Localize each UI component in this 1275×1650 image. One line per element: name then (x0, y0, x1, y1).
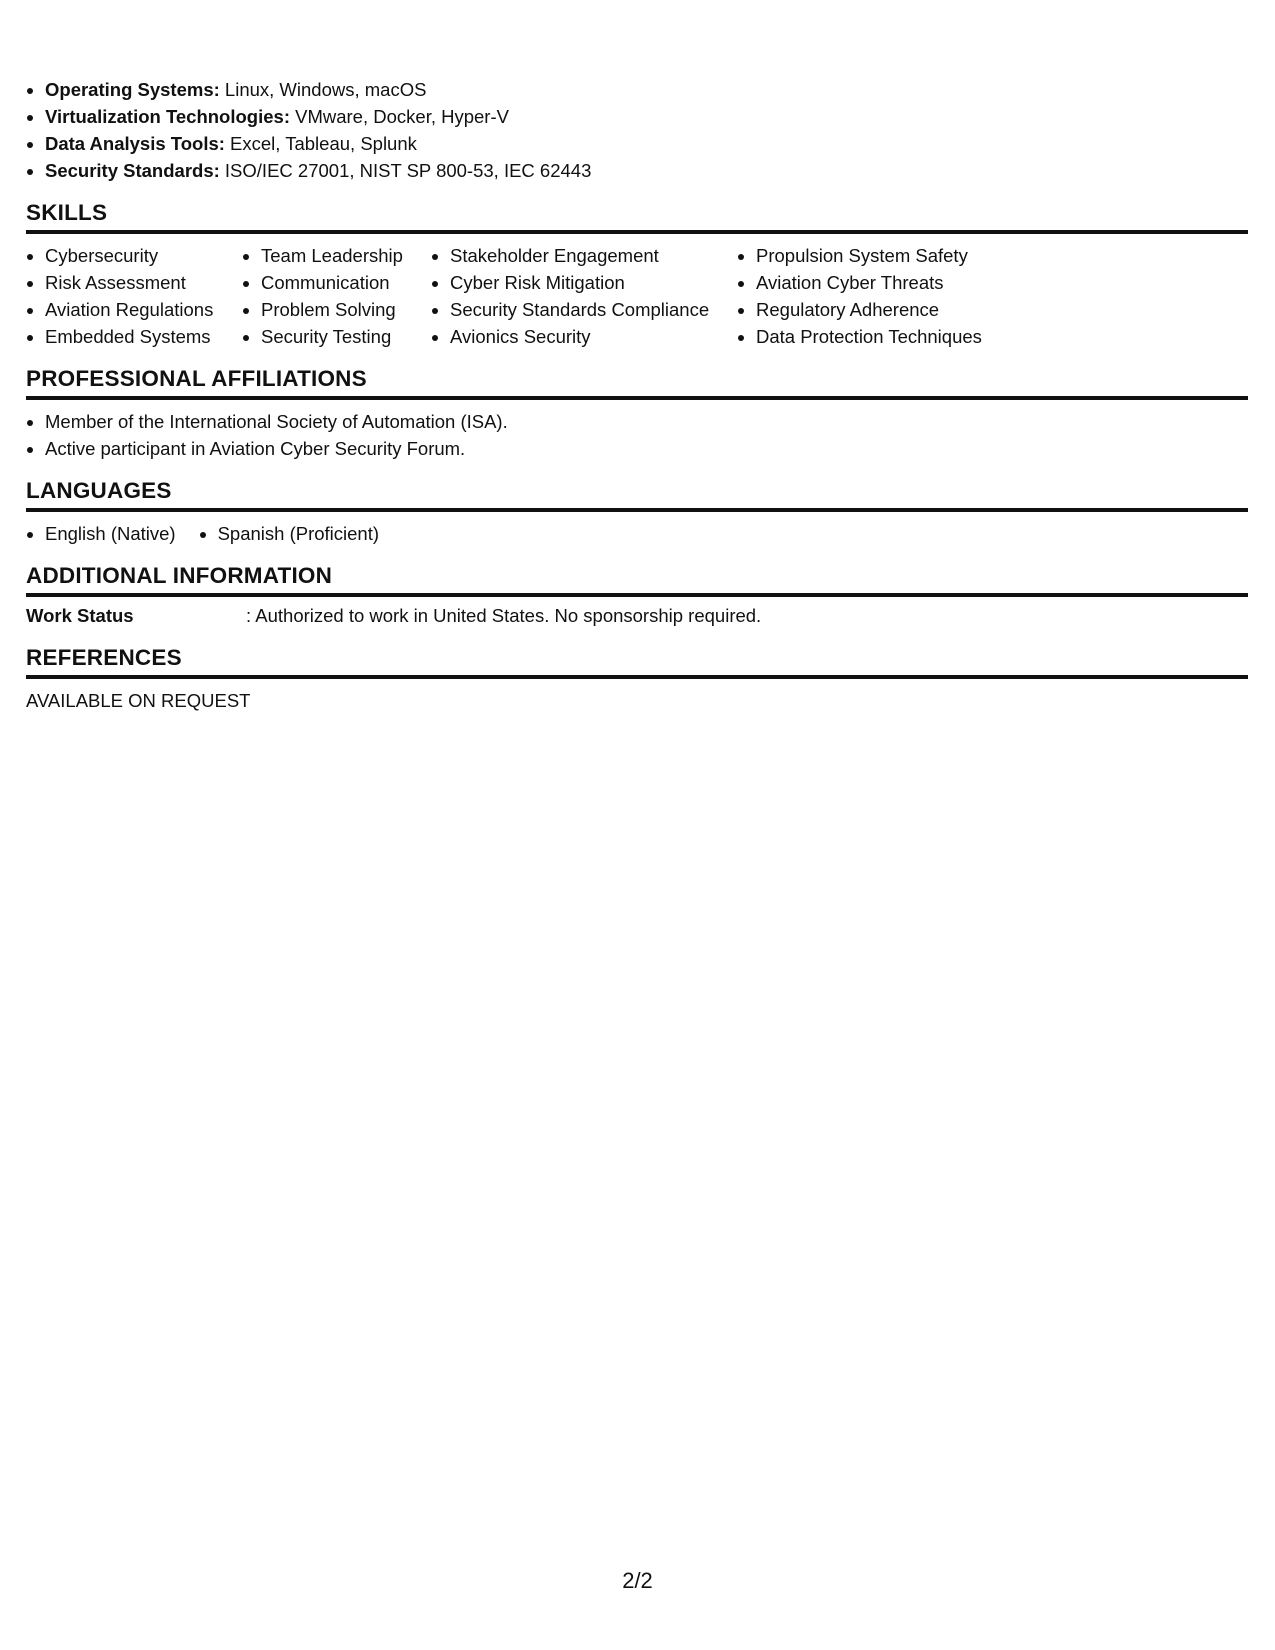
technical-skills-list (26, 76, 1248, 184)
list-item (26, 130, 1248, 157)
list-item: Communication (242, 269, 431, 296)
affiliations-list (26, 408, 1248, 462)
languages-section (26, 476, 1248, 547)
list-item: Cyber Risk Mitigation (431, 269, 737, 296)
skills-column (242, 242, 431, 350)
skills-column (26, 242, 242, 350)
list-item (26, 157, 1248, 184)
section-title: LANGUAGES (26, 476, 1248, 512)
list-item: Aviation Regulations (26, 296, 242, 323)
references-text: AVAILABLE ON REQUEST (26, 690, 251, 711)
additional-information-section (26, 561, 1248, 629)
list-item: Risk Assessment (26, 269, 242, 296)
list-item: Spanish (Proficient) (199, 520, 379, 547)
list-item: English (Native) (26, 520, 176, 547)
section-title: PROFESSIONAL AFFILIATIONS (26, 364, 1248, 400)
skills-column (737, 242, 1037, 350)
list-item: Problem Solving (242, 296, 431, 323)
list-item: Avionics Security (431, 323, 737, 350)
work-status-label: Work Status (26, 605, 134, 626)
tech-label: Operating Systems: (45, 79, 220, 100)
resume-page (26, 76, 1248, 714)
list-item: Embedded Systems (26, 323, 242, 350)
references-section (26, 643, 1248, 714)
section-body (26, 400, 1248, 462)
tech-value: Linux, Windows, macOS (219, 79, 427, 100)
section-title: REFERENCES (26, 643, 1248, 679)
work-status-value: : Authorized to work in United States. No sponsorship required. (246, 605, 762, 626)
section-title: SKILLS (26, 198, 1248, 234)
list-item: Security Testing (242, 323, 431, 350)
list-item: Data Protection Techniques (737, 323, 1037, 350)
skills-column (431, 242, 737, 350)
tech-label: Data Analysis Tools: (45, 133, 225, 154)
list-item: Member of the International Society of Automation (ISA). (26, 408, 1248, 435)
list-item: Regulatory Adherence (737, 296, 1037, 323)
languages-list (26, 520, 1248, 547)
list-item: Security Standards Compliance (431, 296, 737, 323)
tech-label: Security Standards: (45, 160, 220, 181)
list-item: Team Leadership (242, 242, 431, 269)
list-item: Aviation Cyber Threats (737, 269, 1037, 296)
section-body (26, 597, 1248, 629)
section-title: ADDITIONAL INFORMATION (26, 561, 1248, 597)
skills-grid (26, 234, 1248, 350)
tech-value: Excel, Tableau, Splunk (224, 133, 417, 154)
section-body (26, 679, 1248, 714)
affiliations-section (26, 364, 1248, 462)
tech-value: ISO/IEC 27001, NIST SP 800-53, IEC 62443 (219, 160, 592, 181)
work-status-row (26, 602, 1248, 629)
list-item (26, 103, 1248, 130)
section-body (26, 512, 1248, 547)
skills-section (26, 198, 1248, 350)
page-number: 2/2 (622, 1568, 653, 1593)
tech-value: VMware, Docker, Hyper-V (289, 106, 509, 127)
list-item: Stakeholder Engagement (431, 242, 737, 269)
list-item: Active participant in Aviation Cyber Security Forum. (26, 435, 1248, 462)
tech-label: Virtualization Technologies: (45, 106, 290, 127)
list-item (26, 76, 1248, 103)
list-item: Propulsion System Safety (737, 242, 1037, 269)
list-item: Cybersecurity (26, 242, 242, 269)
